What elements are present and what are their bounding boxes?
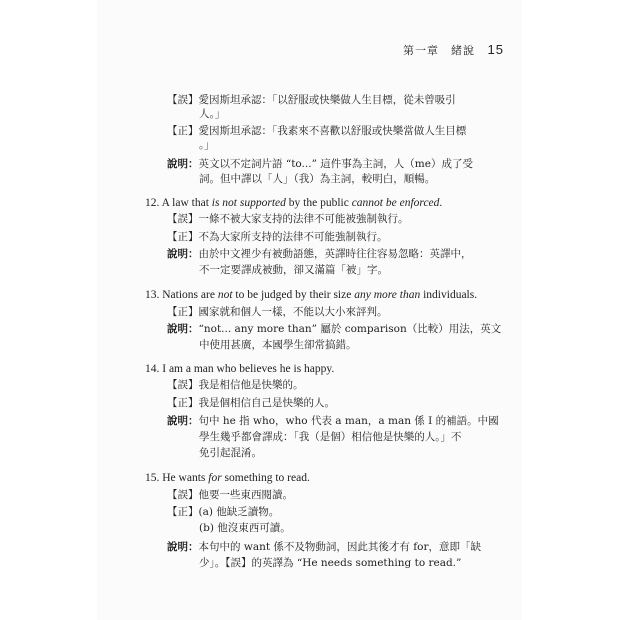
- sentence-text: .: [439, 197, 443, 209]
- explanation-label: 說明：: [167, 541, 199, 553]
- explanation-cont: 中使用甚廣，本國學生卻常搞錯。: [199, 339, 357, 351]
- sentence-text: something to read.: [221, 472, 310, 484]
- sentence-14: 14. I am a man who believes he is happy.: [145, 363, 335, 375]
- explanation-label: 說明：: [167, 323, 199, 335]
- explanation-text: “not... any more than” 屬於 comparison（比較）用法，英文: [198, 323, 502, 335]
- correct-translation: 【正】(a) 他缺乏讀物。: [167, 506, 280, 518]
- sentence-text: by the public: [285, 197, 352, 209]
- explanation-text: 句中 he 指 who，who 代表 a man，a man 係 I 的補語。中國: [198, 415, 499, 427]
- italic-phrase: cannot be enforced: [351, 197, 440, 209]
- sentence-text: individuals.: [420, 289, 478, 301]
- correct-translation-cont: 。」: [199, 139, 215, 151]
- sentence-text: to be judged by their size: [232, 289, 355, 301]
- explanation-cont: 少」。【誤】的英譯為 “He needs something to read.”: [199, 557, 462, 569]
- explanation-cont: 免引起混淆。: [199, 447, 262, 459]
- explanation-label: 說明：: [167, 415, 199, 427]
- correct-translation: 【正】國家就和個人一樣，不能以大小來評判。: [167, 306, 388, 318]
- wrong-translation-cont: 人。」: [199, 108, 226, 120]
- explanation: [167, 157, 473, 171]
- explanation: [167, 247, 472, 261]
- wrong-translation: 【誤】愛因斯坦承認：「以舒服或快樂做人生目標，從未曾吸引: [167, 94, 456, 106]
- sentence-13: [145, 288, 477, 302]
- page-number: 15: [487, 42, 504, 57]
- correct-translation: 【正】愛因斯坦承認：「我素來不喜歡以舒服或快樂當做人生目標: [167, 125, 467, 137]
- italic-phrase: any more than: [354, 289, 421, 301]
- chapter-title: 第一章 緒說: [403, 44, 476, 57]
- explanation-cont: 不一定要譯成被動，卻又滿篇「被」字。: [199, 264, 388, 276]
- italic-phrase: for: [208, 472, 222, 484]
- sentence-text: 15. He wants: [145, 472, 209, 484]
- sentence-12: [145, 196, 442, 210]
- wrong-translation: 【誤】他要一些東西閱讀。: [167, 489, 293, 501]
- book-page: [97, 0, 522, 620]
- correct-translation-alt: (b) 他沒東西可讀。: [199, 522, 291, 534]
- explanation-cont: 學生幾乎都會譯成：「我（是個）相信他是快樂的人。」不: [199, 431, 462, 443]
- sentence-text: 13. Nations are: [145, 289, 218, 301]
- explanation-text: 由於中文裡少有被動語態，英譯時往往容易忽略：英譯中，: [198, 248, 472, 260]
- explanation: [167, 414, 499, 428]
- italic-phrase: not: [217, 289, 233, 301]
- wrong-translation: 【誤】一條不被大家支持的法律不可能被強制執行。: [167, 213, 409, 225]
- explanation: [167, 540, 481, 554]
- correct-translation: 【正】不為大家所支持的法律不可能強制執行。: [167, 231, 388, 243]
- page-header: [403, 42, 504, 58]
- correct-translation: 【正】我是個相信自己是快樂的人。: [167, 397, 335, 409]
- explanation-label: 說明：: [167, 158, 199, 170]
- sentence-15: [145, 471, 310, 485]
- sentence-text: 12. A law that: [145, 197, 212, 209]
- explanation-text: 本句中的 want 係不及物動詞，因此其後才有 for，意即「缺: [198, 541, 481, 553]
- explanation-cont: 詞。但中譯以「人」（我）為主詞，較明白，順暢。: [199, 173, 436, 185]
- explanation-label: 說明：: [167, 248, 199, 260]
- wrong-translation: 【誤】我是相信他是快樂的。: [167, 379, 304, 391]
- italic-phrase: is not supported: [211, 197, 286, 209]
- explanation-text: 英文以不定詞片語 “to...” 這件事為主詞，人（me）成了受: [198, 158, 473, 170]
- explanation: [167, 322, 501, 336]
